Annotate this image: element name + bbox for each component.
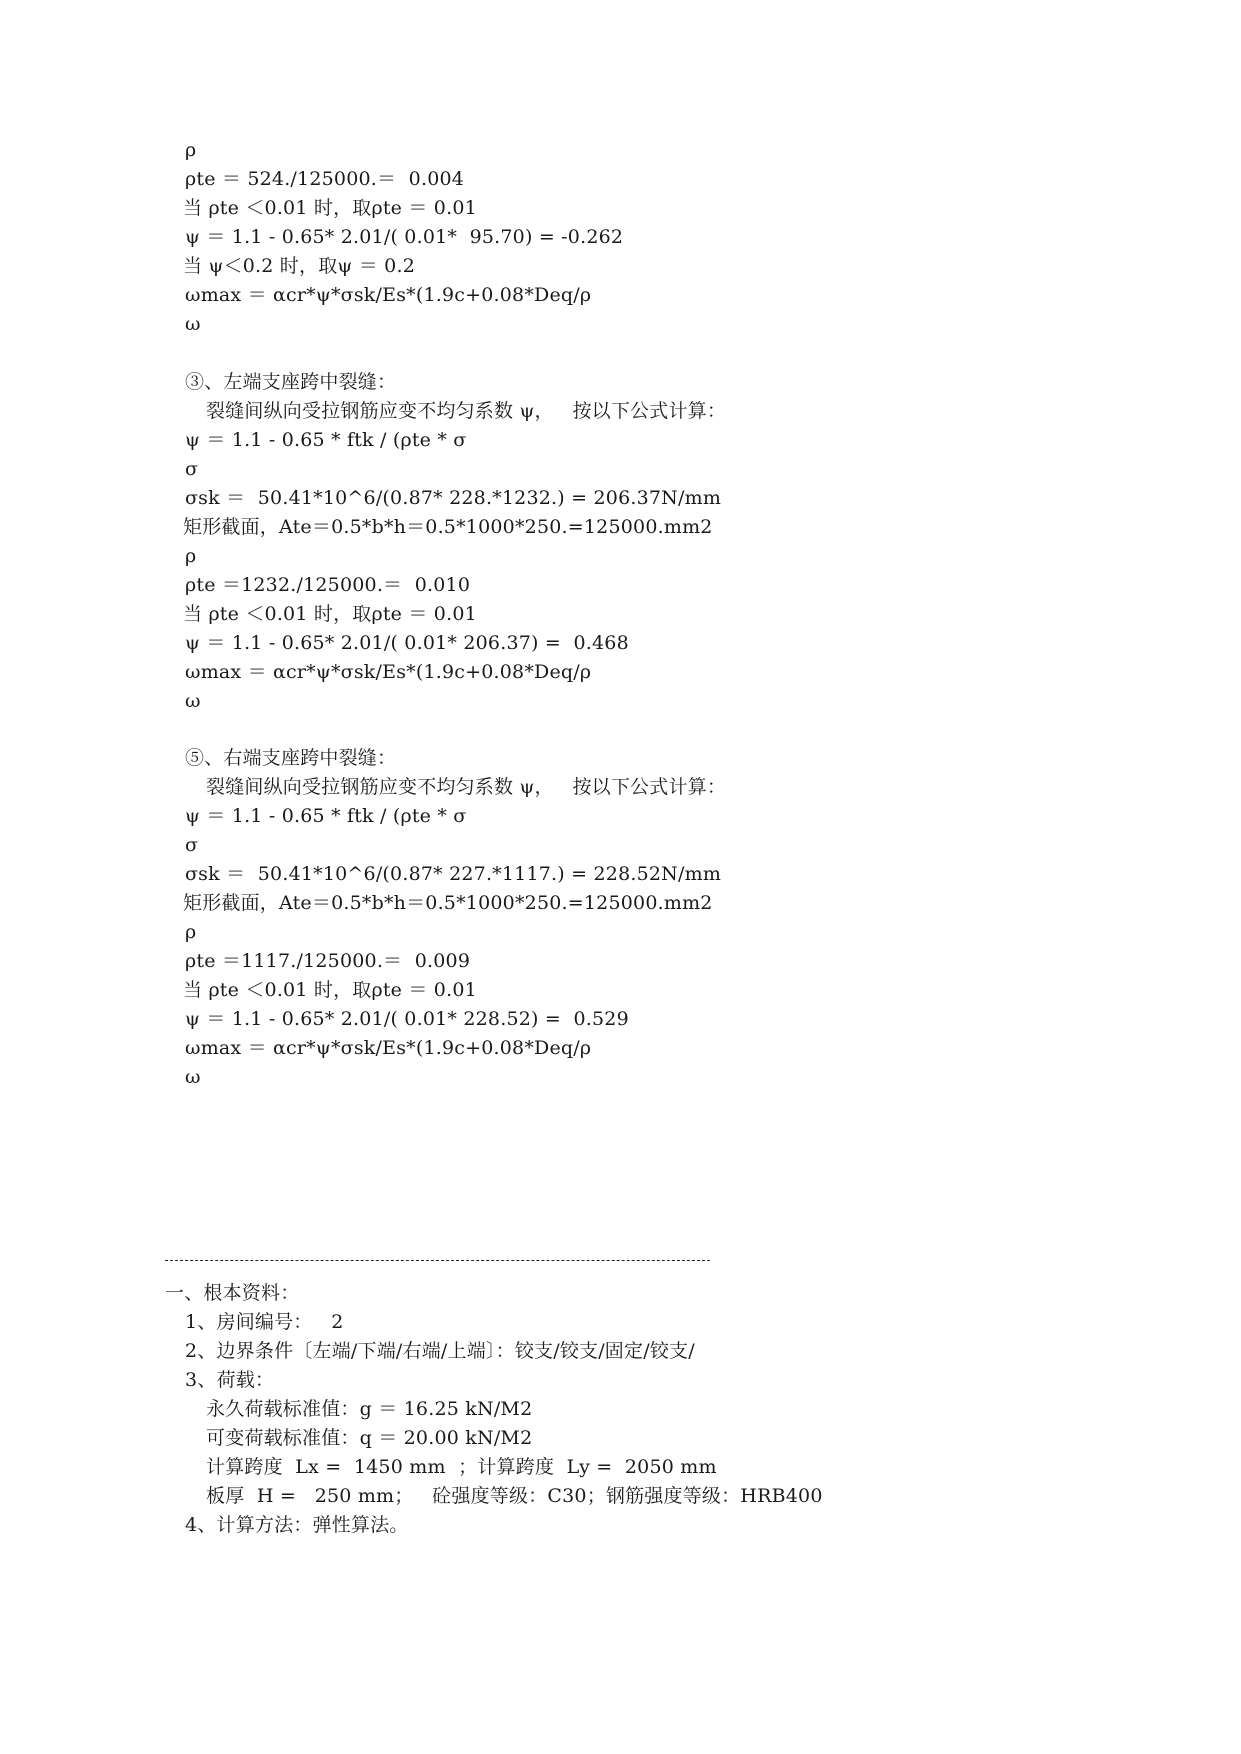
psi-condition: 当 ψ＜0.2 时，取ψ ＝ 0.2 [183, 255, 415, 277]
rho-te-value: ρte ＝ 524./125000.＝ 0.004 [185, 168, 465, 190]
boundary-conditions: 2、边界条件〔左端/下端/右端/上端〕：铰支/铰支/固定/铰支/ [185, 1340, 695, 1362]
dashed-divider [165, 1260, 710, 1261]
omega-symbol: ω [185, 1066, 201, 1088]
rho-symbol: ρ [185, 545, 197, 567]
calc-span: 计算跨度 Lx = 1450 mm ；计算跨度 Ly = 2050 mm [206, 1456, 717, 1478]
section-heading-right-support: ⑤、右端支座跨中裂缝： [185, 747, 397, 769]
psi-general-formula: ψ ＝ 1.1 - 0.65 * ftk / (ρte * σ [185, 805, 467, 827]
section-description: 裂缝间纵向受拉钢筋应变不均匀系数 ψ， 按以下公式计算： [206, 776, 727, 798]
psi-formula: ψ ＝ 1.1 - 0.65* 2.01/( 0.01* 206.37) = 0.468 [185, 632, 629, 654]
rho-symbol: ρ [185, 139, 197, 161]
rho-te-condition: 当 ρte ＜0.01 时，取ρte ＝ 0.01 [183, 603, 477, 625]
rho-te-value: ρte ＝1232./125000.＝ 0.010 [185, 574, 471, 596]
psi-formula: ψ ＝ 1.1 - 0.65* 2.01/( 0.01* 228.52) = 0.529 [185, 1008, 629, 1030]
section-description: 裂缝间纵向受拉钢筋应变不均匀系数 ψ， 按以下公式计算： [206, 400, 727, 422]
psi-formula: ψ ＝ 1.1 - 0.65* 2.01/( 0.01* 95.70) = -0.262 [185, 226, 624, 248]
sigma-sk-value: σsk ＝ 50.41*10^6/(0.87* 227.*1117.) = 228.52N/mm [185, 863, 722, 885]
sigma-symbol: σ [185, 834, 199, 856]
calc-method: 4、计算方法：弹性算法。 [185, 1514, 409, 1536]
load-heading: 3、荷载： [185, 1369, 275, 1391]
sigma-symbol: σ [185, 458, 199, 480]
psi-general-formula: ψ ＝ 1.1 - 0.65 * ftk / (ρte * σ [185, 429, 467, 451]
rect-section-area: 矩形截面，Ate＝0.5*b*h＝0.5*1000*250.=125000.mm2 [183, 892, 713, 914]
rho-te-condition: 当 ρte ＜0.01 时，取ρte ＝ 0.01 [183, 979, 477, 1001]
basic-data-title: 一、根本资料： [165, 1282, 300, 1304]
rho-symbol: ρ [185, 921, 197, 943]
rho-te-value: ρte ＝1117./125000.＝ 0.009 [185, 950, 471, 972]
omega-max-formula: ωmax ＝ αcr*ψ*σsk/Es*(1.9c+0.08*Deq/ρ [185, 1037, 592, 1059]
section-heading-left-support: ③、左端支座跨中裂缝： [185, 371, 397, 393]
omega-symbol: ω [185, 313, 201, 335]
omega-max-formula: ωmax ＝ αcr*ψ*σsk/Es*(1.9c+0.08*Deq/ρ [185, 661, 592, 683]
slab-thickness-grades: 板厚 H = 250 mm； 砼强度等级：C30；钢筋强度等级：HRB400 [206, 1485, 823, 1507]
omega-max-formula: ωmax ＝ αcr*ψ*σsk/Es*(1.9c+0.08*Deq/ρ [185, 284, 592, 306]
live-load: 可变荷载标准值：q ＝ 20.00 kN/M2 [206, 1427, 533, 1449]
sigma-sk-value: σsk ＝ 50.41*10^6/(0.87* 228.*1232.) = 206.37N/mm [185, 487, 722, 509]
dead-load: 永久荷载标准值：g ＝ 16.25 kN/M2 [206, 1398, 533, 1420]
room-number: 1、房间编号： 2 [185, 1311, 344, 1333]
rect-section-area: 矩形截面，Ate＝0.5*b*h＝0.5*1000*250.=125000.mm2 [183, 516, 713, 538]
rho-te-condition: 当 ρte ＜0.01 时，取ρte ＝ 0.01 [183, 197, 477, 219]
omega-symbol: ω [185, 690, 201, 712]
